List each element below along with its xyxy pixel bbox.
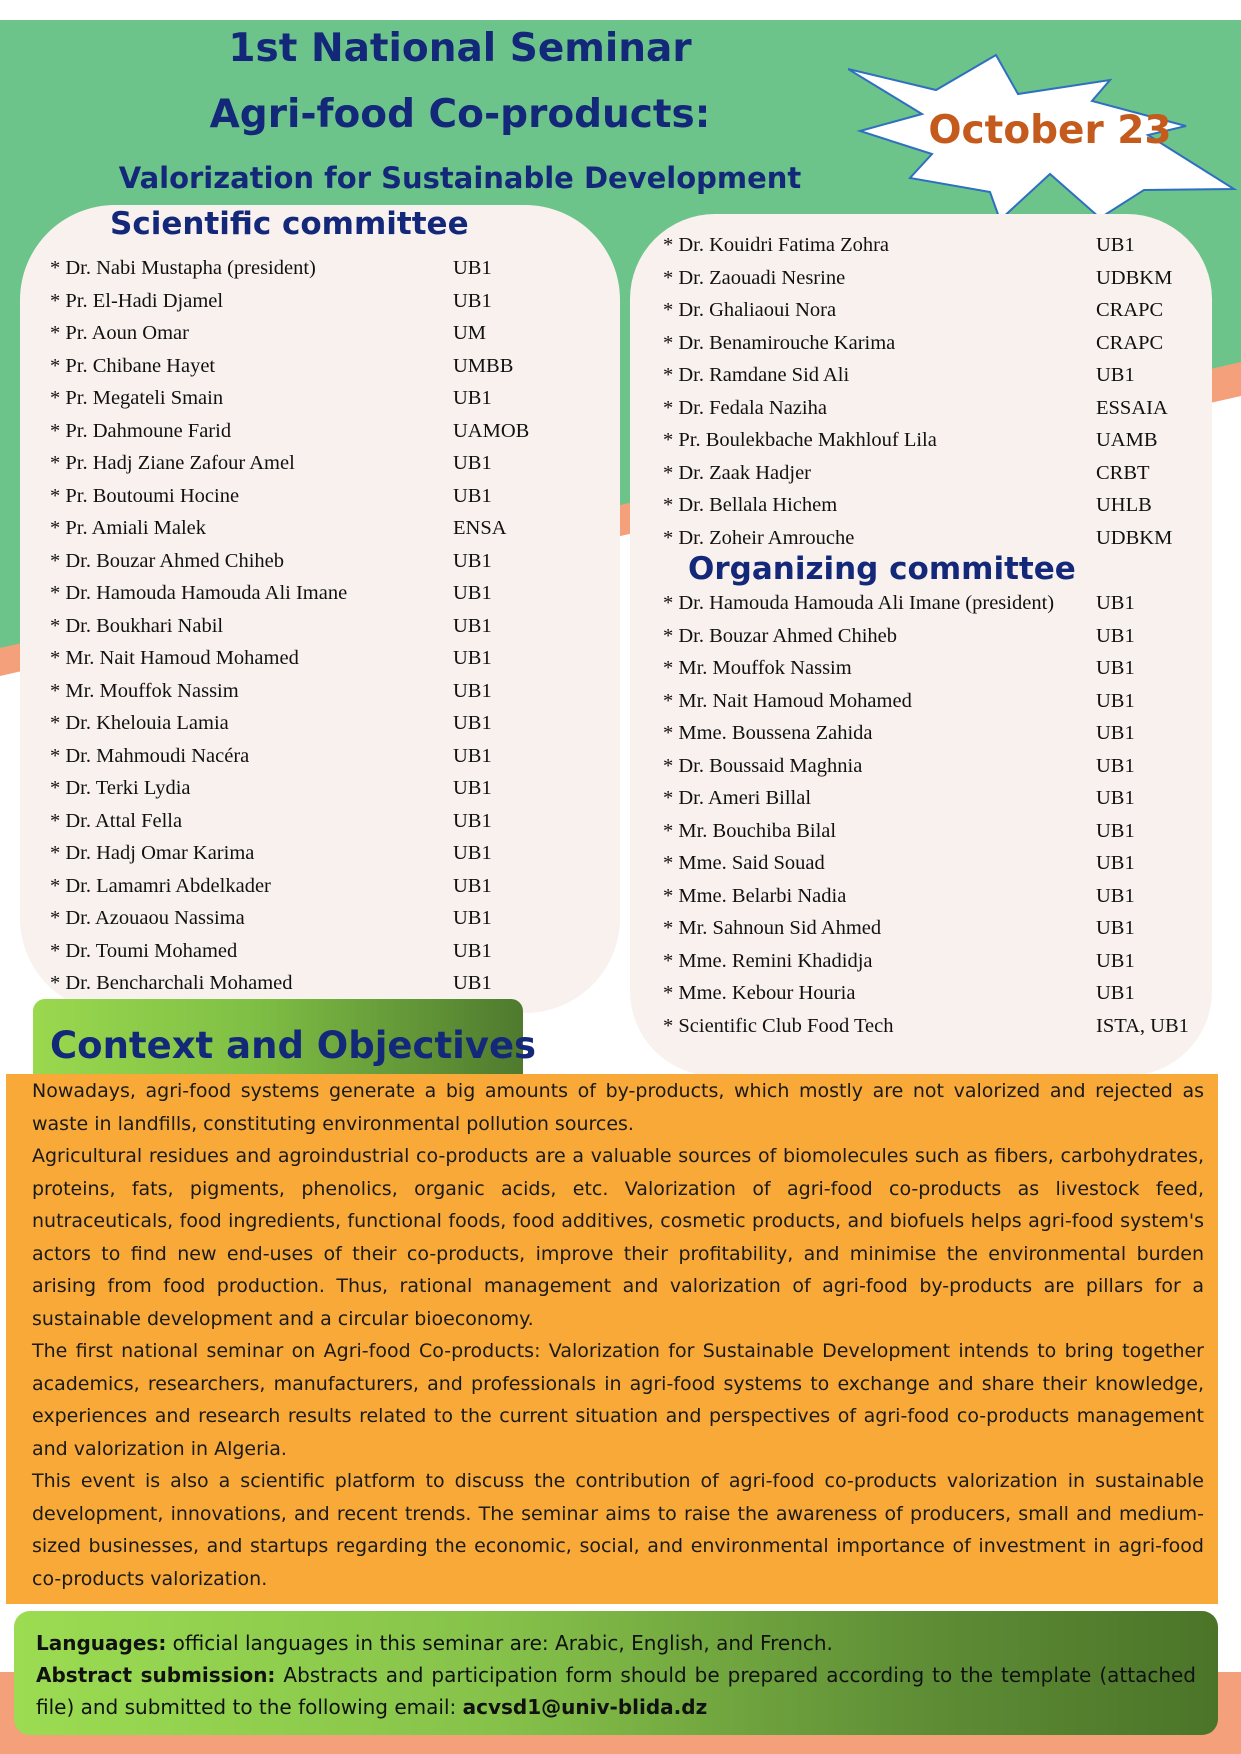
organizing-committee-heading: Organizing committee bbox=[688, 551, 1076, 587]
member-name: * Mr. Nait Hamoud Mohamed bbox=[663, 689, 912, 712]
committee-member bbox=[50, 447, 610, 480]
committee-member bbox=[663, 782, 1203, 815]
member-affiliation: UB1 bbox=[1096, 722, 1135, 744]
committee-member bbox=[663, 912, 1203, 945]
committee-member bbox=[663, 424, 1203, 457]
member-affiliation: UB1 bbox=[1096, 949, 1135, 972]
committee-member bbox=[663, 945, 1203, 978]
member-name: * Dr. Khelouia Lamia bbox=[50, 712, 229, 734]
member-affiliation: CRAPC bbox=[1096, 299, 1164, 321]
member-name: * Mr. Sahnoun Sid Ahmed bbox=[663, 917, 882, 939]
member-affiliation: UB1 bbox=[453, 452, 492, 474]
committee-member bbox=[50, 415, 610, 448]
committee-member bbox=[663, 229, 1203, 262]
committee-member bbox=[663, 587, 1203, 620]
member-name: * Pr. Chibane Hayet bbox=[50, 354, 216, 377]
member-name: * Pr. Megateli Smain bbox=[50, 387, 224, 409]
languages-text: official languages in this seminar are: Arabic, English, and French. bbox=[166, 1631, 833, 1655]
member-name: * Mme. Said Souad bbox=[663, 852, 825, 874]
member-affiliation: UB1 bbox=[1096, 852, 1135, 874]
member-affiliation: UB1 bbox=[453, 647, 492, 669]
context-paragraph: This event is also a scientific platform to discuss the contribution of agri-food co-products valorization in sustainable development, innovations, and recent trends. The seminar aims to raise the awareness of producers, small and medium-sized businesses, and startups regarding the economic, social, and environmental importance of investment in agri-food co-products valorization. bbox=[32, 1470, 1204, 1590]
abstract-text: Abstracts and participation form should be prepared according to the template (attached file) and submitted to the following email: bbox=[36, 1663, 1196, 1719]
scientific-committee-list-continued bbox=[663, 229, 1203, 554]
committee-member bbox=[50, 252, 610, 285]
member-affiliation: UB1 bbox=[453, 387, 492, 409]
committee-member bbox=[663, 685, 1203, 718]
member-name: * Dr. Boukhari Nabil bbox=[50, 614, 224, 637]
member-affiliation: UB1 bbox=[1096, 787, 1135, 809]
member-affiliation: UB1 bbox=[453, 874, 492, 897]
committee-member bbox=[50, 480, 610, 513]
context-paragraph: Agricultural residues and agroindustrial co-products are a valuable sources of biomolecules such as fibers, carbohydrates, proteins, fats, pigments, phenolics, organic acids, etc. Valorization of agri-food co-products as livestock feed, nutraceuticals, food ingredients, functional foods, food additives, cosmetic products, and biofuels helps agri-food system's actors to find new end-uses of their co-products, improve their profitability, and minimise the environmental burden arising from food production. Thus, rational management and valorization of agri-food by-products are pillars for a sustainable development and a circular bioeconomy. bbox=[32, 1145, 1204, 1330]
scientific-committee-heading: Scientific committee bbox=[110, 206, 469, 242]
committee-member bbox=[50, 285, 610, 318]
committee-member bbox=[50, 545, 610, 578]
member-name: * Dr. Lamamri Abdelkader bbox=[50, 874, 271, 897]
committee-member bbox=[663, 522, 1203, 555]
context-paragraph: The first national seminar on Agri-food Co-products: Valorization for Sustainable Development intends to bring together academics, researchers, manufacturers, and professionals in agri-food systems to exchange and share their knowledge, experiences and research results related to the current situation and perspectives of agri-food co-products management and valorization in Algeria. bbox=[32, 1340, 1204, 1460]
context-paragraph: Nowadays, agri-food systems generate a big amounts of by-products, which mostly are not valorized and rejected as waste in landfills, constituting environmental pollution sources. bbox=[32, 1080, 1204, 1135]
committee-member bbox=[663, 262, 1203, 295]
committee-member bbox=[663, 652, 1203, 685]
committee-member bbox=[50, 772, 610, 805]
member-affiliation: UB1 bbox=[1096, 819, 1135, 842]
member-name: * Dr. Bouzar Ahmed Chiheb bbox=[663, 624, 898, 647]
member-name: * Dr. Hamouda Hamouda Ali Imane bbox=[50, 582, 348, 604]
member-affiliation: UB1 bbox=[453, 289, 492, 312]
committee-member bbox=[50, 350, 610, 383]
committee-member bbox=[663, 327, 1203, 360]
member-affiliation: UM bbox=[453, 322, 487, 344]
member-name: * Pr. Boulekbache Makhlouf Lila bbox=[663, 429, 937, 451]
organizing-committee-list bbox=[663, 587, 1203, 1042]
committee-member bbox=[50, 935, 610, 968]
languages-line bbox=[36, 1627, 1196, 1659]
submission-email[interactable]: acvsd1@univ-blida.dz bbox=[462, 1695, 708, 1719]
member-affiliation: UB1 bbox=[453, 809, 492, 832]
committee-member bbox=[50, 577, 610, 610]
member-name: * Pr. Dahmoune Farid bbox=[50, 419, 232, 442]
member-affiliation: UDBKM bbox=[1096, 526, 1173, 549]
member-affiliation: UB1 bbox=[453, 842, 492, 864]
committee-member bbox=[663, 294, 1203, 327]
member-affiliation: UB1 bbox=[453, 907, 492, 929]
member-name: * Dr. Fedala Naziha bbox=[663, 396, 827, 419]
member-name: * Dr. Toumi Mohamed bbox=[50, 939, 238, 962]
member-name: * Dr. Terki Lydia bbox=[50, 777, 191, 799]
committee-member bbox=[50, 740, 610, 773]
member-affiliation: UB1 bbox=[453, 777, 492, 799]
context-text bbox=[32, 1075, 1204, 1595]
member-name: * Dr. Bencharchali Mohamed bbox=[50, 972, 293, 994]
member-affiliation: UAMB bbox=[1096, 429, 1158, 451]
committee-member bbox=[663, 620, 1203, 653]
member-affiliation: UB1 bbox=[453, 712, 492, 734]
member-affiliation: ENSA bbox=[453, 517, 507, 539]
committee-member bbox=[50, 382, 610, 415]
member-name: * Mr. Mouffok Nassim bbox=[663, 657, 852, 679]
seminar-title-line2: Agri-food Co-products: bbox=[209, 92, 711, 137]
member-affiliation: UB1 bbox=[1096, 364, 1135, 386]
committee-member bbox=[50, 837, 610, 870]
member-name: * Dr. Mahmoudi Nacéra bbox=[50, 744, 250, 767]
committee-member bbox=[663, 359, 1203, 392]
committee-member bbox=[50, 707, 610, 740]
member-name: * Mme. Kebour Houria bbox=[663, 982, 856, 1004]
member-affiliation: UB1 bbox=[1096, 689, 1135, 712]
member-affiliation: UDBKM bbox=[1096, 266, 1173, 289]
committee-member bbox=[663, 1010, 1203, 1043]
committee-member bbox=[663, 977, 1203, 1010]
event-date: October 23 bbox=[928, 108, 1172, 153]
committee-member bbox=[50, 317, 610, 350]
abstract-label: Abstract submission: bbox=[36, 1663, 276, 1687]
member-affiliation: UB1 bbox=[1096, 884, 1135, 907]
member-name: * Mr. Nait Hamoud Mohamed bbox=[50, 647, 299, 669]
member-name: * Pr. Amiali Malek bbox=[50, 517, 207, 539]
member-affiliation: UB1 bbox=[1096, 234, 1135, 256]
member-affiliation: ISTA, UB1 bbox=[1096, 1014, 1189, 1037]
member-name: * Mme. Belarbi Nadia bbox=[663, 884, 847, 907]
member-affiliation: UB1 bbox=[453, 549, 492, 572]
member-name: * Dr. Boussaid Maghnia bbox=[663, 754, 863, 777]
member-name: * Dr. Zoheir Amrouche bbox=[663, 526, 855, 549]
member-affiliation: UB1 bbox=[453, 257, 492, 279]
member-name: * Dr. Hadj Omar Karima bbox=[50, 842, 255, 864]
member-name: * Pr. El-Hadi Djamel bbox=[50, 289, 224, 312]
languages-label: Languages: bbox=[36, 1631, 167, 1655]
member-affiliation: UB1 bbox=[453, 939, 492, 962]
seminar-title-line1: 1st National Seminar bbox=[228, 26, 692, 71]
committee-member bbox=[663, 847, 1203, 880]
member-name: * Dr. Attal Fella bbox=[50, 809, 183, 832]
member-affiliation: UB1 bbox=[1096, 917, 1135, 939]
member-affiliation: CRAPC bbox=[1096, 331, 1164, 354]
member-name: * Dr. Hamouda Hamouda Ali Imane (president) bbox=[663, 592, 1055, 614]
member-name: * Dr. Ramdane Sid Ali bbox=[663, 364, 850, 386]
member-name: * Dr. Benamirouche Karima bbox=[663, 331, 896, 354]
committee-member bbox=[50, 642, 610, 675]
member-affiliation: UB1 bbox=[453, 679, 492, 702]
member-name: * Pr. Aoun Omar bbox=[50, 322, 189, 344]
member-name: * Mr. Bouchiba Bilal bbox=[663, 819, 837, 842]
member-name: * Dr. Nabi Mustapha (president) bbox=[50, 257, 316, 279]
member-name: * Dr. Bouzar Ahmed Chiheb bbox=[50, 549, 285, 572]
member-name: * Dr. Azouaou Nassima bbox=[50, 907, 245, 929]
member-affiliation: UB1 bbox=[453, 614, 492, 637]
info-text bbox=[36, 1627, 1196, 1723]
member-affiliation: UAMOB bbox=[453, 419, 530, 442]
member-name: * Dr. Zaouadi Nesrine bbox=[663, 266, 846, 289]
member-affiliation: CRBT bbox=[1096, 461, 1150, 484]
committee-member bbox=[50, 870, 610, 903]
member-name: * Mme. Boussena Zahida bbox=[663, 722, 873, 744]
committee-member bbox=[663, 717, 1203, 750]
member-name: * Dr. Ameri Billal bbox=[663, 787, 812, 809]
committee-member bbox=[663, 880, 1203, 913]
context-heading: Context and Objectives bbox=[50, 1024, 537, 1067]
member-name: * Mr. Mouffok Nassim bbox=[50, 679, 239, 702]
member-name: * Dr. Zaak Hadjer bbox=[663, 461, 811, 484]
committee-member bbox=[663, 457, 1203, 490]
member-affiliation: UB1 bbox=[453, 484, 492, 507]
member-affiliation: ESSAIA bbox=[1096, 396, 1168, 419]
member-name: * Dr. Ghaliaoui Nora bbox=[663, 299, 837, 321]
member-affiliation: UB1 bbox=[453, 582, 492, 604]
committee-member bbox=[50, 967, 610, 1000]
committee-member bbox=[50, 512, 610, 545]
member-affiliation: UB1 bbox=[1096, 982, 1135, 1004]
member-affiliation: UHLB bbox=[1096, 494, 1152, 516]
committee-member bbox=[663, 392, 1203, 425]
member-affiliation: UB1 bbox=[1096, 624, 1135, 647]
committee-member bbox=[50, 675, 610, 708]
member-name: * Mme. Remini Khadidja bbox=[663, 949, 873, 972]
committee-member bbox=[663, 489, 1203, 522]
member-name: * Pr. Boutoumi Hocine bbox=[50, 484, 240, 507]
member-affiliation: UB1 bbox=[453, 744, 492, 767]
committee-member bbox=[663, 815, 1203, 848]
seminar-subtitle: Valorization for Sustainable Development bbox=[118, 161, 802, 195]
committee-member bbox=[50, 610, 610, 643]
committee-member bbox=[663, 750, 1203, 783]
member-affiliation: UB1 bbox=[1096, 657, 1135, 679]
member-name: * Scientific Club Food Tech bbox=[663, 1014, 894, 1037]
member-affiliation: UB1 bbox=[1096, 754, 1135, 777]
member-affiliation: UB1 bbox=[1096, 592, 1135, 614]
abstract-line bbox=[36, 1659, 1196, 1723]
committee-member bbox=[50, 902, 610, 935]
member-affiliation: UB1 bbox=[453, 972, 492, 994]
member-name: * Pr. Hadj Ziane Zafour Amel bbox=[50, 452, 295, 474]
scientific-committee-list bbox=[50, 252, 610, 1000]
committee-member bbox=[50, 805, 610, 838]
member-name: * Dr. Kouidri Fatima Zohra bbox=[663, 234, 890, 256]
member-name: * Dr. Bellala Hichem bbox=[663, 494, 838, 516]
member-affiliation: UMBB bbox=[453, 354, 514, 377]
